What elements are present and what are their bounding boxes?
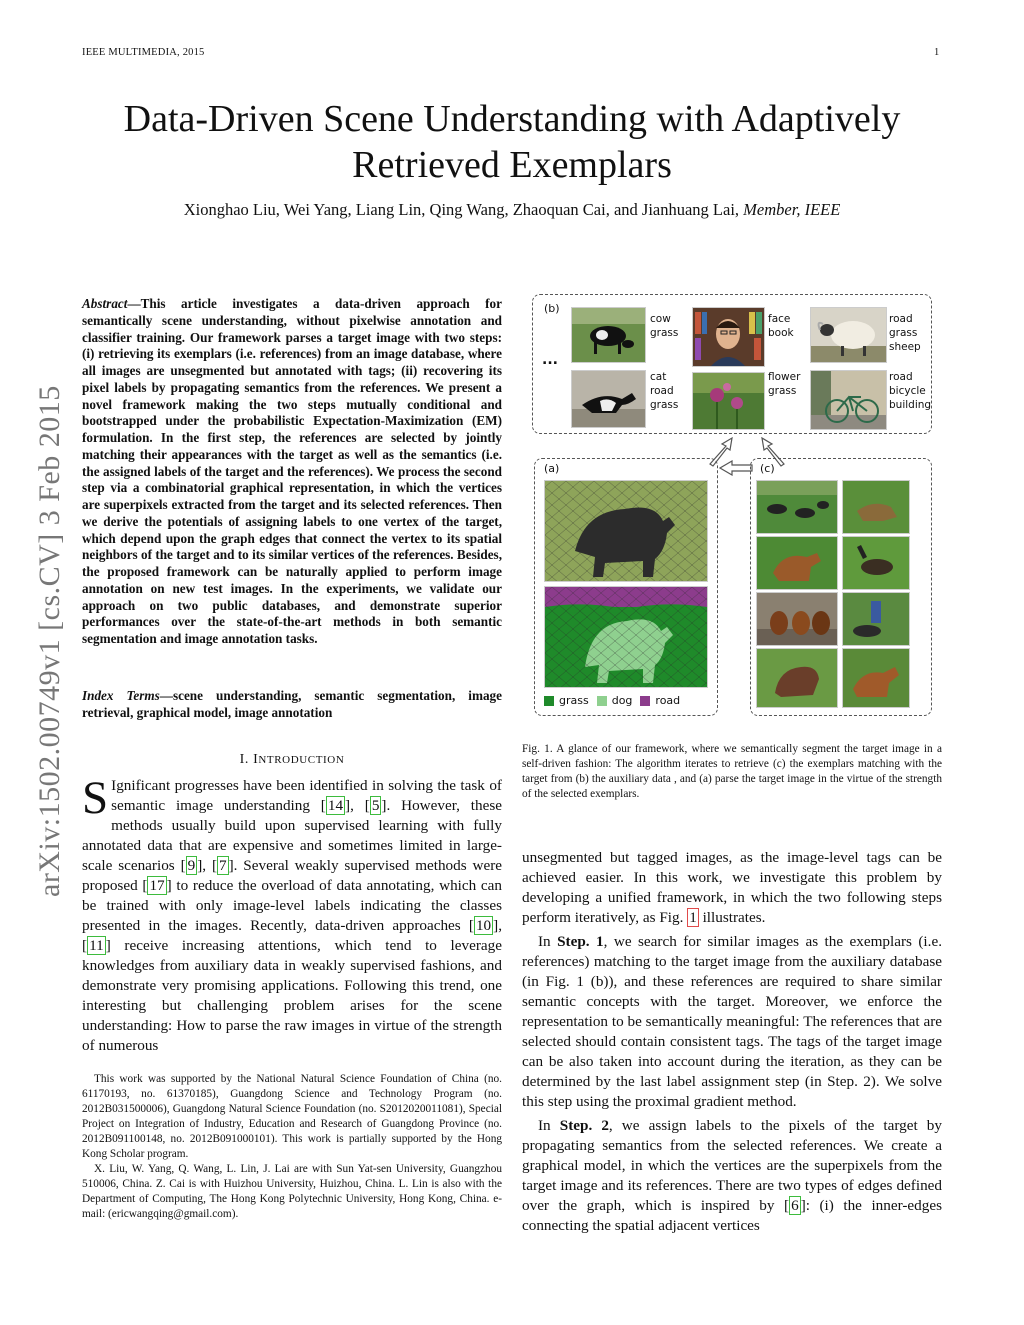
- panel-a-label: (a): [544, 462, 560, 475]
- index-terms-label: Index Terms: [82, 688, 160, 703]
- arxiv-stamp: arXiv:1502.00749v1 [cs.CV] 3 Feb 2015: [33, 385, 66, 897]
- target-dog-illustration: [545, 481, 707, 581]
- legend-swatch-grass: [544, 696, 554, 706]
- exemplar-1-illustration: [757, 481, 837, 533]
- paragraph-step-1: [522, 932, 942, 1112]
- legend-swatch-dog: [597, 696, 607, 706]
- exemplar-5-illustration: [757, 593, 837, 645]
- cow-image: [571, 307, 646, 363]
- exemplar-7: [756, 648, 838, 708]
- index-terms: [82, 688, 502, 722]
- panel-c-label: (c): [760, 462, 775, 475]
- intro-paragraph: S Ignificant progresses have been identified in solving the task of semantic image understanding [ 14 ], [ 5 ]. However, these methods usually build upon supervised learning with fully annotated data that are expensive and sometimes limited in large-scale scenarios [ 9 ], [ 7 ]. Several weakly supervised methods were proposed [ 17 ] to reduce the overload of data annotating, which can be trained with only image-level labels indicating the classes presented in the images. Recently, data-driven approaches [ 10 ], [ 11 ] receive increasing attentions, which tend to leverage knowledges from auxiliary data in weakly supervised fashions, and demonstrate very promising applications. Following this trend, one interesting but challenging problem arises for the scene understanding: How to parse the raw images in virtue of the strength of numerous: [82, 772, 503, 1054]
- flower-illustration: [693, 373, 764, 429]
- intro-text-3: . However, these methods usually build upon supervised learning with fully annotated data that are expensive and sometimes limited in large-scale scenarios: [82, 797, 502, 874]
- footnote-funding: This work was supported by the National Natural Science Foundation of China (no. 61170193, no. 61370185), Guangdong Science and Technology Program (no. 2012B031500006), Guangdong Natural Science Foundation (no. S2012020011081), Special Project on Integration of Industry, Education and Research of Guangdong Province (no. 2012B091100148, no. 2012B091000101). This work is partially supported by the Hong Kong Scholar program.: [82, 1073, 502, 1160]
- citation-link[interactable]: 9: [187, 857, 196, 874]
- title-line-2: Retrieved Exemplars: [352, 144, 672, 186]
- intro-text-5: . Several weakly supervised methods were proposed: [82, 857, 503, 894]
- figure-1: [522, 290, 942, 730]
- exemplar-6: [842, 592, 910, 646]
- exemplar-3: [756, 536, 838, 590]
- tag-cat: cat road grass: [650, 371, 679, 411]
- tag-cow: cow grass: [650, 313, 679, 339]
- citation-link[interactable]: 11: [89, 937, 104, 954]
- abstract-text: —This article investigates a data-driven approach for semantically scene understanding, without pixelwise annotation and classifier training. Our framework parses a target image with two steps: (i) retrieving its exemplars (i.e. references) from an image database, where all images are unsegmented but annotated with tags; (ii) recovering its pixel labels by propagating semantics from the references. We present a novel framework making the two steps mutually conditional and bootstrapped under the probabilistic Expectation-Maximization (EM) formulation. In the first step, the references are selected by jointly matching their appearances with the target as well as the semantics (i.e. the assigned labels of the target and the references). We process the second step via a combinatorial graphical representation, in which the vertices are superpixels extracted from the target and its selected references. Then we derive the potentials of assigning labels to one vertex of the target, which depend upon the graph edges that connect the vertex to its spatial neighbors of the target and to its similar vertices of the references. Besides, the proposed framework can be naturally applied to perform image annotation on new test images. In the experiments, we validate our approach on two public databases, and demonstrate superior performances over the state-of-the-art methods in both semantic segmentation and image annotation tasks.: [82, 296, 502, 646]
- segmentation-map: [545, 587, 707, 687]
- panel-b-label: (b): [544, 302, 560, 315]
- step2-lead: In: [538, 1117, 560, 1134]
- sheep-image: [810, 307, 887, 363]
- tag-sheep: road grass sheep: [889, 313, 921, 353]
- ellipsis: ...: [542, 352, 558, 368]
- exemplar-2-illustration: [843, 481, 909, 533]
- intro-text-4: ,: [202, 857, 212, 874]
- exemplar-5: [756, 592, 838, 646]
- legend-grass: grass: [559, 694, 589, 707]
- drop-cap: S: [82, 772, 109, 824]
- sheep-illustration: [811, 308, 886, 362]
- legend: [544, 694, 680, 707]
- footnote-affiliations: X. Liu, W. Yang, Q. Wang, L. Lin, J. Lai are with Sun Yat-sen University, Guangzhou 510006, China. Z. Cai is with Huizhou University, Huizhou, China. L. Lin is also with the Department of Computing, The Hong Kong Polytechnic University, Hong Kong, China. e-mail: (ericwangqing@gmail.com).: [82, 1163, 502, 1220]
- paragraph-step-2: In Step. 2, we assign labels to the pixels of the target by propagating semantics from the selected references. We create a graphical model, in which the vertices are the superpixels from the target image and its references. There are two types of edges defined over the graph, which is inspired by [ 6 ]: (i) the inner-edges connecting the spatial adjacent vertices: [522, 1117, 943, 1234]
- exemplar-8: [842, 648, 910, 708]
- citation-link[interactable]: 5: [371, 797, 380, 814]
- citation-link[interactable]: 17: [149, 877, 165, 894]
- exemplar-1: [756, 480, 838, 534]
- intro-text-1: Ignificant progresses have been identified in solving the task of semantic image understanding: [111, 777, 502, 814]
- author-list: [0, 200, 1024, 220]
- bicycle-illustration: [811, 371, 886, 429]
- exemplar-4-illustration: [843, 537, 909, 589]
- right-column-text: [522, 848, 942, 1236]
- tag-flower: flower grass: [768, 371, 801, 397]
- legend-road: road: [655, 694, 681, 707]
- exemplar-4: [842, 536, 910, 590]
- intro-text-6: to reduce the overload of data annotating, which can be trained with only image-level labels indicating the classes presented in the images. Recently, data-driven approaches: [82, 877, 503, 934]
- cat-image: [571, 370, 646, 428]
- right-text-1a: unsegmented but tagged images, as the image-level tags can be achieved easier. In this work, we investigate this problem by developing a unified framework, in which the two following steps perform iteratively, as Fig.: [522, 849, 942, 926]
- exemplar-6-illustration: [843, 593, 909, 645]
- figure-ref-link[interactable]: 1: [689, 909, 697, 926]
- index-terms-text: —scene understanding, semantic segmentation, image retrieval, graphical model, image annotation: [82, 688, 502, 720]
- segmentation-result: [544, 586, 708, 688]
- citation-link[interactable]: 6: [791, 1197, 799, 1214]
- tag-face: face book: [768, 313, 794, 339]
- right-text-1b: illustrates.: [698, 909, 766, 926]
- citation-link[interactable]: 14: [327, 797, 344, 814]
- footnote: [82, 1072, 502, 1222]
- target-image: [544, 480, 708, 582]
- heading-rest: NTRODUCTION: [258, 754, 345, 766]
- cow-illustration: [572, 308, 645, 362]
- heading-number: I. I: [239, 752, 259, 767]
- abstract-label: Abstract: [82, 296, 128, 311]
- authors-names: Xionghao Liu, Wei Yang, Liang Lin, Qing Wang, Zhaoquan Cai, and Jianhuang Lai,: [183, 200, 740, 219]
- authors-member: Member, IEEE: [743, 200, 841, 219]
- citation-link[interactable]: 10: [475, 917, 492, 934]
- page-number: 1: [934, 47, 940, 58]
- running-header: IEEE MULTIMEDIA, 2015: [82, 47, 205, 58]
- step1-lead: In: [538, 933, 558, 950]
- legend-swatch-road: [640, 696, 650, 706]
- intro-text-8: receive increasing attentions, which tend to leverage knowledges from auxiliary data in weakly supervised fashions, and demonstrate very promising applications. Following this trend, one interesting but challenging problem arises for the scene understanding: How to parse the raw images in virtue of the strength of numerous: [82, 937, 502, 1054]
- step1-label: Step. 1: [557, 933, 604, 950]
- paper-title: [0, 96, 1024, 188]
- paragraph-continuation: [522, 848, 942, 928]
- face-image: [692, 307, 765, 367]
- exemplar-7-illustration: [757, 649, 837, 707]
- exemplar-8-illustration: [843, 649, 909, 707]
- figure-caption: Fig. 1. A glance of our framework, where we semantically segment the target image in a self-driven fashion: The algorithm iterates to retrieve (c) the exemplars matching with the target from (b) the auxiliary data , and (a) parse the target image in the virtue of the strength of the selected exemplars.: [522, 743, 942, 800]
- exemplar-3-illustration: [757, 537, 837, 589]
- legend-dog: dog: [611, 694, 633, 707]
- title-line-1: Data-Driven Scene Understanding with Adaptively: [123, 98, 901, 140]
- bicycle-image: [810, 370, 887, 430]
- step1-text: , we search for similar images as the exemplars (i.e. references) matching to the target image from the auxiliary database (in Fig. 1 (b)), and these references are required to share similar semantic concepts with the target. Moreover, we enforce the representation to be semantically meaningful: The references that are selected should contain consistent tags. The tags of the target image can be also taken into account during the iteration, as they can be determined by the last label assignment step (in Step. 2). We solve this step using the proximal gradient method.: [522, 933, 942, 1110]
- citation-link[interactable]: 7: [219, 857, 227, 874]
- intro-text-7: ,: [498, 917, 502, 934]
- face-illustration: [693, 308, 764, 366]
- step2-text-b: : (i) the inner-edges connecting the spatial adjacent vertices: [522, 1197, 943, 1234]
- abstract: [82, 296, 502, 648]
- flower-image: [692, 372, 765, 430]
- step2-label: Step. 2: [559, 1117, 609, 1134]
- intro-text-2: ,: [350, 797, 365, 814]
- section-heading-introduction: [82, 752, 502, 768]
- left-arrow: [718, 460, 754, 476]
- step2-text-a: , we assign labels to the pixels of the target by propagating semantics from the selected references. We create a graphical model, in which the vertices are the superpixels from the target image and its references. There are two types of edges defined over the graph, which is inspired by: [522, 1117, 942, 1214]
- cat-illustration: [572, 371, 645, 427]
- exemplar-2: [842, 480, 910, 534]
- tag-bicycle: road bicycle building: [889, 371, 932, 411]
